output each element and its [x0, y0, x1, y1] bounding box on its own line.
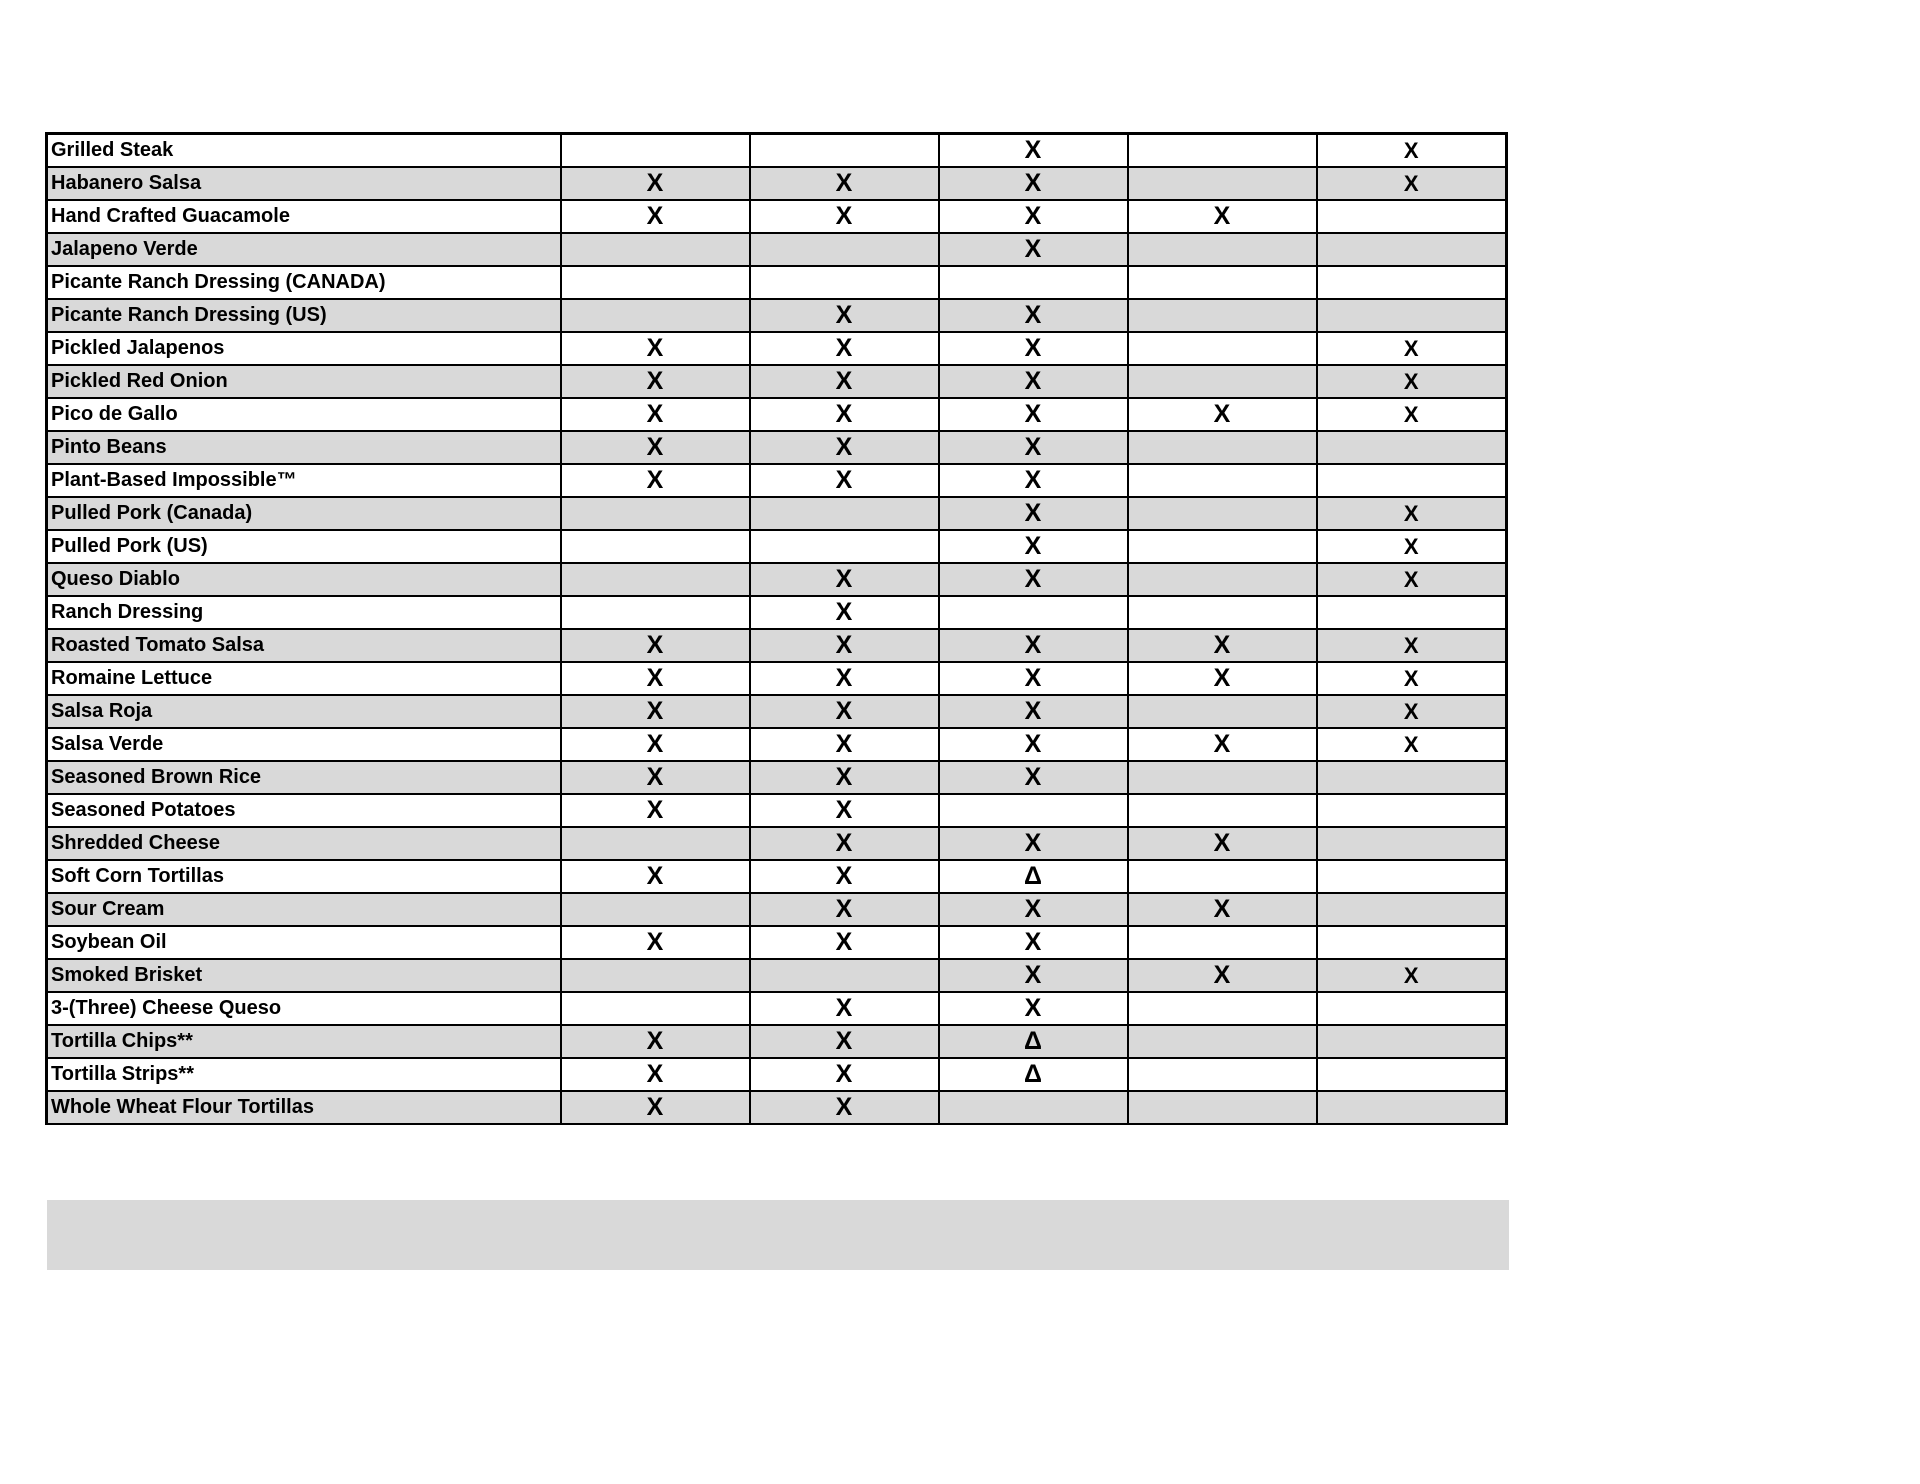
mark-cell-col-3: X: [939, 299, 1128, 332]
ingredient-name: Plant-Based Impossible™: [47, 464, 561, 497]
table-row: [47, 662, 1507, 695]
mark-cell-col-1: X: [561, 365, 750, 398]
mark-cell-col-4: X: [1128, 629, 1317, 662]
table-row: [47, 596, 1507, 629]
mark-cell-col-1: X: [561, 200, 750, 233]
table-row: [47, 761, 1507, 794]
ingredient-name: Pulled Pork (US): [47, 530, 561, 563]
mark-cell-col-5: X: [1317, 728, 1507, 761]
mark-cell-col-1: X: [561, 926, 750, 959]
ingredient-name: Grilled Steak: [47, 134, 561, 168]
ingredient-name: Queso Diablo: [47, 563, 561, 596]
mark-cell-col-3: X: [939, 728, 1128, 761]
mark-cell-col-4: [1128, 464, 1317, 497]
mark-cell-col-4: [1128, 365, 1317, 398]
mark-cell-col-2: X: [750, 992, 939, 1025]
ingredient-name: Romaine Lettuce: [47, 662, 561, 695]
table-row: [47, 728, 1507, 761]
mark-cell-col-2: X: [750, 431, 939, 464]
mark-cell-col-3: X: [939, 959, 1128, 992]
mark-cell-col-3: X: [939, 926, 1128, 959]
ingredient-name: Shredded Cheese: [47, 827, 561, 860]
mark-cell-col-1: [561, 827, 750, 860]
table-row: [47, 233, 1507, 266]
mark-cell-col-2: [750, 530, 939, 563]
mark-cell-col-5: X: [1317, 695, 1507, 728]
mark-cell-col-3: X: [939, 629, 1128, 662]
mark-cell-col-5: [1317, 761, 1507, 794]
table-row: [47, 629, 1507, 662]
mark-cell-col-2: X: [750, 563, 939, 596]
ingredient-name: Roasted Tomato Salsa: [47, 629, 561, 662]
mark-cell-col-2: X: [750, 794, 939, 827]
ingredient-name: Tortilla Chips**: [47, 1025, 561, 1058]
mark-cell-col-5: [1317, 893, 1507, 926]
mark-cell-col-3: X: [939, 761, 1128, 794]
mark-cell-col-2: [750, 497, 939, 530]
table-row: [47, 530, 1507, 563]
mark-cell-col-5: X: [1317, 497, 1507, 530]
mark-cell-col-4: [1128, 332, 1317, 365]
ingredient-name: Salsa Verde: [47, 728, 561, 761]
mark-cell-col-1: [561, 992, 750, 1025]
mark-cell-col-2: [750, 959, 939, 992]
mark-cell-col-5: [1317, 266, 1507, 299]
mark-cell-col-5: X: [1317, 365, 1507, 398]
table-row: [47, 959, 1507, 992]
mark-cell-col-5: [1317, 860, 1507, 893]
table-row: [47, 992, 1507, 1025]
mark-cell-col-3: X: [939, 530, 1128, 563]
mark-cell-col-1: X: [561, 662, 750, 695]
mark-cell-col-5: [1317, 299, 1507, 332]
mark-cell-col-4: [1128, 266, 1317, 299]
table-row: [47, 827, 1507, 860]
mark-cell-col-5: [1317, 200, 1507, 233]
table-row: [47, 563, 1507, 596]
mark-cell-col-2: X: [750, 827, 939, 860]
mark-cell-col-5: [1317, 926, 1507, 959]
mark-cell-col-2: [750, 266, 939, 299]
mark-cell-col-2: X: [750, 1091, 939, 1124]
mark-cell-col-5: X: [1317, 530, 1507, 563]
mark-cell-col-3: X: [939, 398, 1128, 431]
mark-cell-col-2: X: [750, 200, 939, 233]
mark-cell-col-5: X: [1317, 398, 1507, 431]
mark-cell-col-5: X: [1317, 629, 1507, 662]
mark-cell-col-1: X: [561, 431, 750, 464]
mark-cell-col-1: [561, 530, 750, 563]
table-row: [47, 200, 1507, 233]
table-row: [47, 299, 1507, 332]
mark-cell-col-2: [750, 134, 939, 168]
mark-cell-col-4: [1128, 1058, 1317, 1091]
table-row: [47, 431, 1507, 464]
mark-cell-col-4: [1128, 860, 1317, 893]
mark-cell-col-1: [561, 299, 750, 332]
table-row: [47, 926, 1507, 959]
mark-cell-col-4: X: [1128, 662, 1317, 695]
ingredient-name: 3-(Three) Cheese Queso: [47, 992, 561, 1025]
ingredient-name: Ranch Dressing: [47, 596, 561, 629]
table-row: [47, 1025, 1507, 1058]
table-row: [47, 497, 1507, 530]
mark-cell-col-4: [1128, 497, 1317, 530]
mark-cell-col-2: X: [750, 695, 939, 728]
mark-cell-col-2: X: [750, 464, 939, 497]
ingredient-name: Pulled Pork (Canada): [47, 497, 561, 530]
mark-cell-col-2: X: [750, 761, 939, 794]
ingredient-name: Whole Wheat Flour Tortillas: [47, 1091, 561, 1124]
mark-cell-col-2: X: [750, 1025, 939, 1058]
mark-cell-col-3: [939, 794, 1128, 827]
ingredient-name: Pinto Beans: [47, 431, 561, 464]
mark-cell-col-1: X: [561, 761, 750, 794]
mark-cell-col-5: X: [1317, 167, 1507, 200]
mark-cell-col-3: Δ: [939, 1025, 1128, 1058]
ingredient-name: Habanero Salsa: [47, 167, 561, 200]
mark-cell-col-2: X: [750, 893, 939, 926]
mark-cell-col-3: X: [939, 992, 1128, 1025]
mark-cell-col-3: X: [939, 827, 1128, 860]
ingredient-name: Hand Crafted Guacamole: [47, 200, 561, 233]
mark-cell-col-4: [1128, 794, 1317, 827]
mark-cell-col-3: X: [939, 695, 1128, 728]
mark-cell-col-3: [939, 596, 1128, 629]
ingredient-name: Tortilla Strips**: [47, 1058, 561, 1091]
ingredient-allergen-table: [45, 132, 1508, 1125]
ingredient-name: Smoked Brisket: [47, 959, 561, 992]
ingredient-name: Picante Ranch Dressing (US): [47, 299, 561, 332]
mark-cell-col-4: [1128, 1025, 1317, 1058]
mark-cell-col-2: X: [750, 365, 939, 398]
mark-cell-col-1: X: [561, 398, 750, 431]
mark-cell-col-5: [1317, 1025, 1507, 1058]
mark-cell-col-3: X: [939, 332, 1128, 365]
ingredient-name: Seasoned Brown Rice: [47, 761, 561, 794]
table-row: [47, 464, 1507, 497]
table-row: [47, 167, 1507, 200]
mark-cell-col-5: [1317, 431, 1507, 464]
mark-cell-col-5: X: [1317, 332, 1507, 365]
mark-cell-col-4: [1128, 233, 1317, 266]
mark-cell-col-5: [1317, 1091, 1507, 1124]
mark-cell-col-1: [561, 563, 750, 596]
mark-cell-col-4: X: [1128, 893, 1317, 926]
mark-cell-col-5: [1317, 233, 1507, 266]
mark-cell-col-5: [1317, 596, 1507, 629]
table-row: [47, 860, 1507, 893]
mark-cell-col-3: Δ: [939, 860, 1128, 893]
table-body: [47, 134, 1507, 1125]
mark-cell-col-2: [750, 233, 939, 266]
mark-cell-col-3: X: [939, 563, 1128, 596]
mark-cell-col-4: [1128, 926, 1317, 959]
mark-cell-col-1: [561, 596, 750, 629]
mark-cell-col-4: [1128, 530, 1317, 563]
table-row: [47, 1058, 1507, 1091]
mark-cell-col-4: [1128, 167, 1317, 200]
mark-cell-col-1: X: [561, 167, 750, 200]
mark-cell-col-2: X: [750, 299, 939, 332]
mark-cell-col-4: X: [1128, 200, 1317, 233]
mark-cell-col-4: [1128, 761, 1317, 794]
mark-cell-col-3: X: [939, 200, 1128, 233]
mark-cell-col-5: [1317, 1058, 1507, 1091]
mark-cell-col-3: X: [939, 497, 1128, 530]
mark-cell-col-3: X: [939, 464, 1128, 497]
mark-cell-col-3: X: [939, 893, 1128, 926]
mark-cell-col-5: X: [1317, 662, 1507, 695]
mark-cell-col-1: [561, 497, 750, 530]
mark-cell-col-5: [1317, 794, 1507, 827]
mark-cell-col-5: X: [1317, 959, 1507, 992]
mark-cell-col-3: X: [939, 134, 1128, 168]
table-row: [47, 266, 1507, 299]
mark-cell-col-1: [561, 233, 750, 266]
table-row: [47, 1091, 1507, 1124]
mark-cell-col-1: X: [561, 728, 750, 761]
mark-cell-col-5: [1317, 827, 1507, 860]
footer-band: [47, 1200, 1509, 1270]
mark-cell-col-4: X: [1128, 959, 1317, 992]
mark-cell-col-1: [561, 959, 750, 992]
table-row: [47, 794, 1507, 827]
mark-cell-col-3: X: [939, 167, 1128, 200]
mark-cell-col-2: X: [750, 332, 939, 365]
mark-cell-col-2: X: [750, 629, 939, 662]
mark-cell-col-4: [1128, 563, 1317, 596]
mark-cell-col-2: X: [750, 728, 939, 761]
mark-cell-col-1: X: [561, 860, 750, 893]
mark-cell-col-4: [1128, 134, 1317, 168]
mark-cell-col-1: X: [561, 695, 750, 728]
mark-cell-col-4: X: [1128, 827, 1317, 860]
mark-cell-col-4: [1128, 596, 1317, 629]
ingredient-name: Soft Corn Tortillas: [47, 860, 561, 893]
mark-cell-col-5: X: [1317, 134, 1507, 168]
mark-cell-col-3: Δ: [939, 1058, 1128, 1091]
mark-cell-col-4: [1128, 992, 1317, 1025]
ingredient-name: Pickled Jalapenos: [47, 332, 561, 365]
mark-cell-col-2: X: [750, 398, 939, 431]
mark-cell-col-1: X: [561, 1025, 750, 1058]
mark-cell-col-1: X: [561, 794, 750, 827]
mark-cell-col-1: [561, 266, 750, 299]
mark-cell-col-5: [1317, 464, 1507, 497]
mark-cell-col-2: X: [750, 860, 939, 893]
ingredient-name: Seasoned Potatoes: [47, 794, 561, 827]
mark-cell-col-3: [939, 266, 1128, 299]
mark-cell-col-2: X: [750, 596, 939, 629]
table-row: [47, 695, 1507, 728]
mark-cell-col-1: X: [561, 1058, 750, 1091]
ingredient-name: Jalapeno Verde: [47, 233, 561, 266]
mark-cell-col-1: X: [561, 332, 750, 365]
mark-cell-col-4: [1128, 1091, 1317, 1124]
mark-cell-col-5: X: [1317, 563, 1507, 596]
mark-cell-col-1: [561, 134, 750, 168]
mark-cell-col-3: X: [939, 365, 1128, 398]
mark-cell-col-4: X: [1128, 728, 1317, 761]
mark-cell-col-1: [561, 893, 750, 926]
mark-cell-col-2: X: [750, 167, 939, 200]
table-row: [47, 332, 1507, 365]
mark-cell-col-5: [1317, 992, 1507, 1025]
mark-cell-col-3: X: [939, 431, 1128, 464]
mark-cell-col-1: X: [561, 464, 750, 497]
table-row: [47, 893, 1507, 926]
table-row: [47, 398, 1507, 431]
mark-cell-col-2: X: [750, 926, 939, 959]
ingredient-name: Picante Ranch Dressing (CANADA): [47, 266, 561, 299]
mark-cell-col-3: X: [939, 662, 1128, 695]
mark-cell-col-2: X: [750, 662, 939, 695]
table-row: [47, 134, 1507, 168]
ingredient-name: Pickled Red Onion: [47, 365, 561, 398]
ingredient-name: Sour Cream: [47, 893, 561, 926]
mark-cell-col-4: [1128, 695, 1317, 728]
allergen-sheet: [45, 132, 1508, 1125]
mark-cell-col-4: [1128, 431, 1317, 464]
ingredient-name: Salsa Roja: [47, 695, 561, 728]
mark-cell-col-1: X: [561, 1091, 750, 1124]
ingredient-name: Soybean Oil: [47, 926, 561, 959]
mark-cell-col-3: X: [939, 233, 1128, 266]
ingredient-name: Pico de Gallo: [47, 398, 561, 431]
mark-cell-col-1: X: [561, 629, 750, 662]
mark-cell-col-4: [1128, 299, 1317, 332]
table-row: [47, 365, 1507, 398]
mark-cell-col-4: X: [1128, 398, 1317, 431]
mark-cell-col-3: [939, 1091, 1128, 1124]
mark-cell-col-2: X: [750, 1058, 939, 1091]
